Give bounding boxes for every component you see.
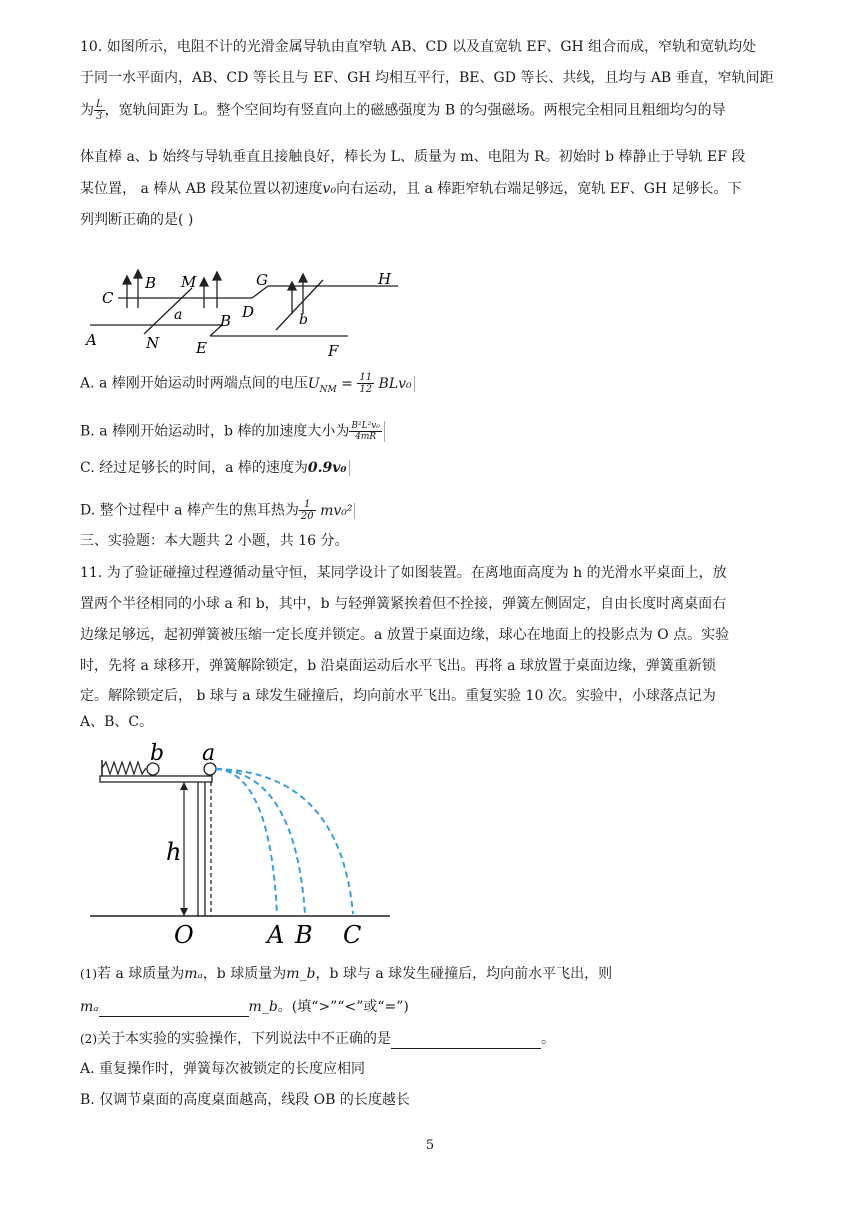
q10-line-6: 列判断正确的是( ) — [80, 212, 194, 228]
label-F: F — [328, 342, 339, 358]
label-H: H — [378, 270, 392, 288]
q11-part-2 — [80, 1028, 780, 1049]
q11-line-6: A、B、C。 — [80, 714, 154, 730]
label-b: b — [150, 741, 165, 766]
q10-line-3-prefix: 为 — [80, 102, 94, 119]
q11-part-2-num: (2) — [80, 1032, 97, 1046]
mass-a: mₐ — [80, 999, 99, 1015]
label-N: N — [146, 334, 160, 352]
label-h: h — [166, 838, 182, 866]
label-G: G — [256, 271, 268, 289]
q11-apparatus-diagram — [80, 738, 400, 950]
q11-part-1-text-c: ，b 球与 a 球发生碰撞后，均向前水平飞出，则 — [315, 966, 613, 982]
q10-option-c-text: C. 经过足够长的时间，a 棒的速度为 — [80, 460, 308, 476]
section-heading: 三、实验题：本大题共 2 小题，共 16 分。 — [80, 533, 349, 549]
q11-part-1-text-b: ，b 球质量为 — [202, 966, 287, 982]
label-M: M — [181, 273, 197, 291]
q10-spacing-fraction — [94, 99, 105, 122]
label-B: B — [295, 921, 313, 949]
q11-part-2-text: 关于本实验的实验操作，下列说法中不正确的是 — [97, 1031, 391, 1047]
q10-option-a-text: A. a 棒刚开始运动时两端点间的电压 — [80, 375, 308, 392]
q10-frac-num: L — [96, 99, 103, 110]
formula-rest: BLv₀ — [378, 375, 412, 392]
q11-part-1-text-a: 若 a 球质量为 — [97, 966, 185, 982]
mass-b: m_b — [248, 999, 278, 1015]
q10-rail-diagram — [80, 268, 410, 358]
q10-option-d-formula — [299, 499, 356, 522]
formula-rest: mv₀² — [320, 502, 353, 519]
q10-option-b-formula — [349, 421, 385, 442]
label-A: A — [267, 921, 285, 949]
q10-option-a — [80, 372, 780, 399]
label-A: A — [86, 331, 97, 349]
q10-option-b-text: B. a 棒刚开始运动时，b 棒的加速度大小为 — [80, 423, 350, 440]
q10-line-5-a: 某位置， a 棒从 AB 段某位置以初速度 — [80, 181, 323, 197]
q10-line-4: 体直棒 a、b 始终与导轨垂直且接触良好，棒长为 L、质量为 m、电阻为 R。初始时 b 棒静止于导轨 EF 段 — [80, 149, 746, 165]
q11-line-2: 置两个半径相同的小球 a 和 b，其中，b 与轻弹簧紧挨着但不拴接，弹簧左侧固定，自由长度时离桌面右 — [80, 596, 727, 612]
label-E: E — [196, 339, 207, 357]
label-D: D — [242, 303, 255, 321]
q10-option-c-formula: 0.9v₀ — [308, 460, 350, 476]
q10-line-1: 10. 如图所示，电阻不计的光滑金属导轨由直窄轨 AB、CD 以及直宽轨 EF、GH 组合而成，窄轨和宽轨均处 — [80, 39, 757, 55]
q11-part-1-hint: 。(填“>”“<”或“=”) — [277, 999, 409, 1015]
label-C: C — [102, 289, 114, 307]
q10-line-2: 于同一水平面内，AB、CD 等长且与 EF、GH 均相互平行，BE、GD 等长、共线，且均与 AB 垂直，窄轨间距 — [80, 70, 774, 86]
mass-b: m_b — [286, 966, 316, 982]
q10-option-a-formula — [307, 372, 415, 395]
q10-v0: v₀ — [322, 181, 337, 197]
q10-option-b — [80, 421, 780, 442]
label-C: C — [343, 921, 362, 949]
q11-line-1: 11. 为了验证碰撞过程遵循动量守恒，某同学设计了如图装置。在离地面高度为 h 的光滑水平桌面上，放 — [80, 565, 727, 581]
frac-den: 20 — [300, 511, 314, 522]
frac-num: 11 — [359, 372, 373, 383]
q11-option-a: A. 重复操作时，弹簧每次被锁定的长度应相同 — [80, 1061, 366, 1077]
frac-num: B²L²v₀ — [351, 421, 380, 431]
label-O: O — [174, 921, 194, 949]
q10-line-5 — [80, 179, 780, 199]
label-B-mid: B — [220, 312, 232, 330]
page-number: 5 — [425, 1138, 435, 1153]
q10-line-3-rest: ，宽轨间距为 L。整个空间均有竖直向上的磁感强度为 B 的匀强磁场。两根完全相同且粗细均匀的导 — [104, 102, 726, 119]
q10-line-5-b: 向右运动，且 a 棒距窄轨右端足够远，宽轨 EF、GH 足够长。下 — [336, 181, 742, 197]
frac-num: 1 — [299, 499, 316, 511]
q10-option-c — [80, 458, 780, 478]
q11-line-5: 定。解除锁定后， b 球与 a 球发生碰撞后，均向前水平飞出。重复实验 10 次。实验中，小球落点记为 — [80, 688, 716, 704]
label-a: a — [174, 307, 183, 323]
q10-frac-den: 3 — [96, 111, 103, 122]
q10-option-d — [80, 499, 780, 522]
q10-option-d-text: D. 整个过程中 a 棒产生的焦耳热为 — [80, 502, 299, 519]
formula-u-sub: NM — [319, 384, 337, 395]
q11-line-4: 时，先将 a 球移开，弹簧解除锁定，b 沿桌面运动后水平飞出。再将 a 球放置于桌面边缘，弹簧重新锁 — [80, 658, 716, 674]
q11-part-1-line-1 — [80, 964, 780, 984]
formula-frac — [357, 372, 374, 395]
q11-part-1-line-2 — [80, 996, 780, 1017]
label-B-top: B — [145, 274, 157, 292]
frac-den: 12 — [359, 384, 373, 395]
q10-line-3 — [80, 99, 780, 122]
q11-option-b: B. 仅调节桌面的高度桌面越高，线段 OB 的长度越长 — [80, 1092, 410, 1108]
q11-line-3: 边缘足够远，起初弹簧被压缩一定长度并锁定。a 放置于桌面边缘，球心在地面上的投影点为 O 点。实验 — [80, 627, 730, 643]
frac-den: 4mR — [355, 432, 377, 442]
label-a: a — [202, 741, 216, 766]
formula-eq: = — [336, 375, 358, 392]
answer-blank-1[interactable] — [99, 996, 249, 1017]
q11-part-1-num: (1) — [80, 967, 97, 981]
formula-u: U — [307, 375, 320, 392]
mass-a: mₐ — [184, 966, 203, 982]
q11-part-2-end: 。 — [541, 1031, 555, 1047]
label-b: b — [299, 312, 308, 328]
answer-blank-2[interactable] — [391, 1028, 541, 1049]
formula-frac — [299, 499, 316, 522]
